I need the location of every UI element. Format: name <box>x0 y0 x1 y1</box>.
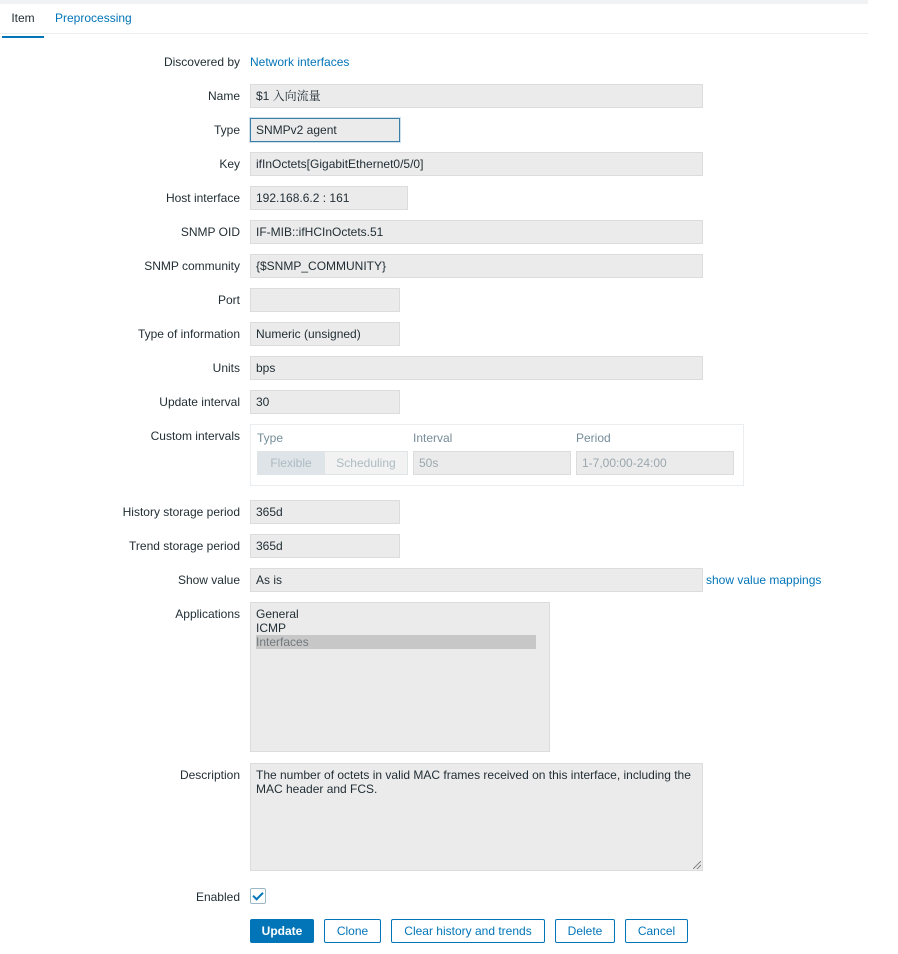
history-storage-label: History storage period <box>122 505 240 519</box>
units-field[interactable]: bps <box>250 356 703 380</box>
show-value-mappings-link[interactable]: show value mappings <box>706 573 822 587</box>
enabled-checkbox[interactable] <box>250 888 266 904</box>
type-of-information-label: Type of information <box>137 327 240 341</box>
application-option[interactable]: General <box>256 607 299 621</box>
cancel-button[interactable]: Cancel <box>625 919 688 943</box>
port-label: Port <box>217 293 240 307</box>
port-field[interactable] <box>250 288 400 312</box>
snmp-community-label: SNMP community <box>144 259 240 273</box>
show-value-select[interactable]: As is <box>250 568 703 592</box>
custom-intervals-table <box>250 424 744 486</box>
type-select[interactable]: SNMPv2 agent <box>250 118 400 142</box>
checkmark-icon <box>252 889 263 900</box>
applications-listbox[interactable] <box>250 602 550 752</box>
name-label: Name <box>207 89 240 103</box>
ci-period-header: Period <box>576 431 611 445</box>
discovered-by-link[interactable]: Network interfaces <box>250 55 350 69</box>
snmp-oid-label: SNMP OID <box>180 225 240 239</box>
custom-intervals-label: Custom intervals <box>150 429 240 443</box>
ci-interval-header: Interval <box>413 431 453 445</box>
trend-storage-field[interactable]: 365d <box>250 534 400 558</box>
tab-preprocessing[interactable]: Preprocessing <box>55 11 132 25</box>
description-text: The number of octets in valid MAC frames received on this interface, including the MAC header and FCS. <box>256 768 691 796</box>
ci-flexible-toggle[interactable]: Flexible <box>257 451 325 475</box>
application-option[interactable]: Interfaces <box>256 635 536 649</box>
snmp-oid-field[interactable]: IF-MIB::ifHCInOctets.51 <box>250 220 703 244</box>
ci-interval-field[interactable]: 50s <box>413 451 571 475</box>
update-interval-label: Update interval <box>159 395 240 409</box>
tab-bar <box>0 0 868 34</box>
key-field[interactable]: ifInOctets[GigabitEthernet0/5/0] <box>250 152 703 176</box>
type-label: Type <box>213 123 240 137</box>
update-button[interactable]: Update <box>250 919 314 943</box>
resize-handle-icon[interactable] <box>693 861 701 869</box>
ci-scheduling-toggle[interactable]: Scheduling <box>324 451 408 475</box>
discovered-by-label: Discovered by <box>163 55 240 69</box>
name-field[interactable]: $1 入向流量 <box>250 84 703 108</box>
history-storage-field[interactable]: 365d <box>250 500 400 524</box>
enabled-label: Enabled <box>195 890 240 904</box>
show-value-label: Show value <box>177 573 240 587</box>
applications-label: Applications <box>175 607 240 621</box>
trend-storage-label: Trend storage period <box>129 539 240 553</box>
ci-period-field[interactable]: 1-7,00:00-24:00 <box>576 451 734 475</box>
host-interface-select[interactable]: 192.168.6.2 : 161 <box>250 186 408 210</box>
snmp-community-field[interactable]: {$SNMP_COMMUNITY} <box>250 254 703 278</box>
description-textarea[interactable] <box>250 763 703 871</box>
host-interface-label: Host interface <box>165 191 240 205</box>
ci-type-header: Type <box>257 431 284 445</box>
type-of-information-select[interactable]: Numeric (unsigned) <box>250 322 400 346</box>
delete-button[interactable]: Delete <box>555 919 615 943</box>
units-label: Units <box>212 361 240 375</box>
tab-item[interactable]: Item <box>2 10 44 38</box>
description-label: Description <box>179 768 240 782</box>
application-option[interactable]: ICMP <box>256 621 286 635</box>
clear-history-button[interactable]: Clear history and trends <box>391 919 545 943</box>
update-interval-field[interactable]: 30 <box>250 390 400 414</box>
clone-button[interactable]: Clone <box>324 919 381 943</box>
key-label: Key <box>219 157 240 171</box>
